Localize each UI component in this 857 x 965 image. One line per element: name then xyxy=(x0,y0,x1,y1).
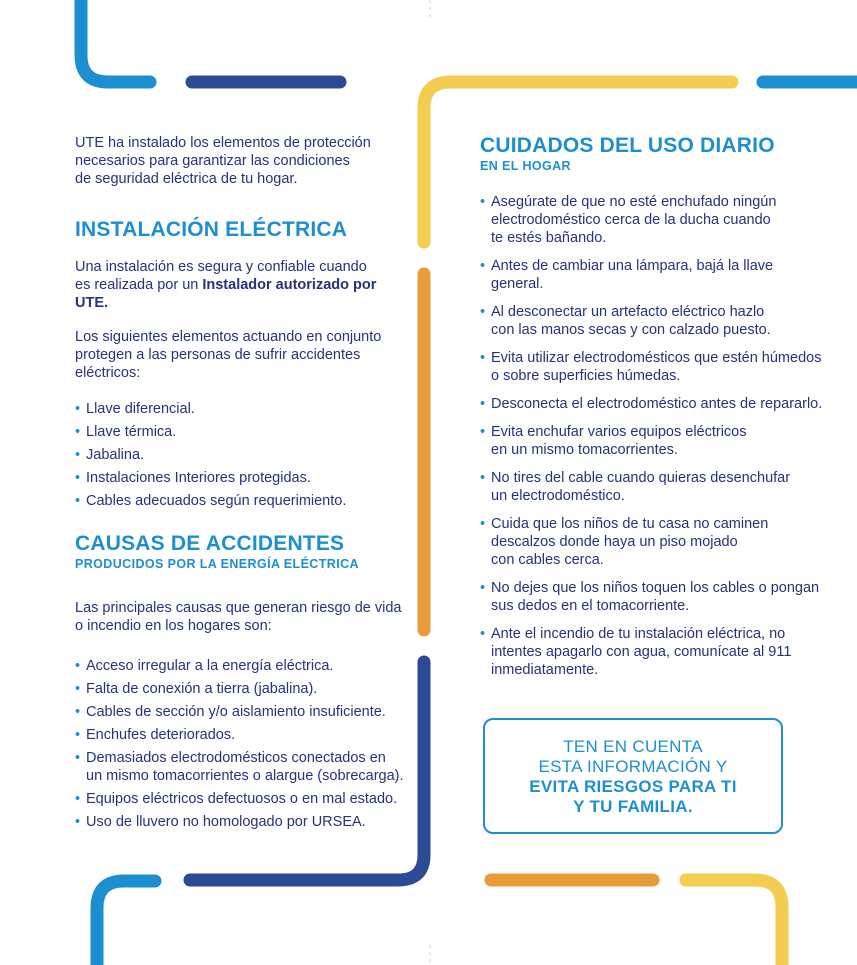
list-item-line: Antes de cambiar una lámpara, bajá la llave general. xyxy=(491,258,774,292)
list-item-line: o sobre superficies húmedas. xyxy=(491,368,681,384)
list-item-line: Asegúrate de que no esté enchufado ningún xyxy=(491,194,777,210)
list-item-line: con cables cerca. xyxy=(491,552,604,568)
right-column xyxy=(480,134,825,689)
daily-care-title: CUIDADOS DEL USO DIARIO xyxy=(480,134,775,157)
paragraph-line: Las principales causas que generan riesgo de vida xyxy=(75,600,402,616)
list-item xyxy=(480,423,825,459)
list-item xyxy=(480,395,825,413)
list-item-line: intentes apagarlo con agua, comunícate al 911 xyxy=(491,644,792,660)
protection-elements-list xyxy=(75,398,410,513)
installation-title: INSTALACIÓN ELÉCTRICA xyxy=(75,218,348,241)
list-item xyxy=(480,469,825,505)
list-item xyxy=(480,625,825,679)
notice-line-emphasis: EVITA RIESGOS PARA TI xyxy=(529,777,737,796)
left-column xyxy=(75,134,410,836)
daily-care-subtitle: EN EL HOGAR xyxy=(480,159,571,173)
list-item-line: inmediatamente. xyxy=(491,662,599,678)
notice-line-emphasis: Y TU FAMILIA. xyxy=(573,797,693,816)
intro-paragraph xyxy=(75,134,410,188)
daily-care-list xyxy=(480,193,825,679)
paragraph-line: Los siguientes elementos actuando en conjunto xyxy=(75,329,382,345)
list-item: • Uso de lluvero no homologado por URSEA. xyxy=(75,813,410,831)
list-item-line: sus dedos en el tomacorriente. xyxy=(491,598,690,614)
corner-line-bottom-right xyxy=(686,880,782,965)
intro-line: necesarios para garantizar las condiciones xyxy=(75,153,350,169)
corner-line-bottom-left xyxy=(97,881,155,965)
list-item: • Cables adecuados según requerimiento. xyxy=(75,490,410,513)
list-item-line: Ante el incendio de tu instalación eléctrica, no xyxy=(491,626,786,642)
installation-paragraph-1 xyxy=(75,258,410,312)
intro-line: UTE ha instalado los elementos de protección xyxy=(75,135,371,151)
list-item-line: te estés bañando. xyxy=(491,230,607,246)
list-item: • Llave diferencial. xyxy=(75,398,410,421)
list-item-line: descalzos donde haya un piso mojado xyxy=(491,534,738,550)
intro-line: de seguridad eléctrica de tu hogar. xyxy=(75,171,298,187)
list-item: • Equipos eléctricos defectuosos o en mal estado. xyxy=(75,790,410,808)
paragraph-line: Una instalación es segura y confiable cuando xyxy=(75,259,367,275)
list-item-line: Al desconectar un artefacto eléctrico hazlo xyxy=(491,304,765,320)
list-item: • Llave térmica. xyxy=(75,421,410,444)
installation-paragraph-2 xyxy=(75,328,410,382)
list-item-line: Desconecta el electrodoméstico antes de repararlo. xyxy=(491,396,823,412)
list-item-line: Cuida que los niños de tu casa no caminen xyxy=(491,516,769,532)
list-item xyxy=(480,349,825,385)
list-item xyxy=(480,257,825,293)
list-item-line: un mismo tomacorrientes o alargue (sobrecarga). xyxy=(86,768,404,784)
list-item: • Acceso irregular a la energía eléctrica. xyxy=(75,657,410,675)
list-item xyxy=(75,749,410,785)
causes-list xyxy=(75,657,410,831)
paragraph-line: eléctricos: xyxy=(75,365,141,381)
list-item-line: en un mismo tomacorrientes. xyxy=(491,442,678,458)
list-item: • Cables de sección y/o aislamiento insuficiente. xyxy=(75,703,410,721)
causes-intro xyxy=(75,599,410,635)
list-item: • Falta de conexión a tierra (jabalina). xyxy=(75,680,410,698)
list-item-line: Evita utilizar electrodomésticos que estén húmedos xyxy=(491,350,822,366)
list-item xyxy=(480,193,825,247)
notice-line: ESTA INFORMACIÓN Y xyxy=(538,757,728,776)
list-item-line: con las manos secas y con calzado puesto. xyxy=(491,322,771,338)
paragraph-line: o incendio en los hogares son: xyxy=(75,618,272,634)
notice-line: TEN EN CUENTA xyxy=(563,737,703,756)
paragraph-line xyxy=(75,276,410,312)
list-item xyxy=(480,579,825,615)
causes-title: CAUSAS DE ACCIDENTES xyxy=(75,532,345,555)
authorized-installer-text: Instalador autorizado por UTE. xyxy=(75,277,377,311)
list-item-line: electrodoméstico cerca de la ducha cuando xyxy=(491,212,771,228)
list-item xyxy=(480,303,825,339)
list-item-line: No tires del cable cuando quieras desenchufar xyxy=(491,470,791,486)
list-item-line: Evita enchufar varios equipos eléctricos xyxy=(491,424,747,440)
paragraph-line: protegen a las personas de sufrir accidentes xyxy=(75,347,361,363)
list-item-line: un electrodoméstico. xyxy=(491,488,625,504)
causes-subtitle: PRODUCIDOS POR LA ENERGÍA ELÉCTRICA xyxy=(75,557,359,571)
notice-box xyxy=(483,718,783,834)
list-item xyxy=(480,515,825,569)
list-item: • Jabalina. xyxy=(75,444,410,467)
corner-line-top-left xyxy=(81,0,150,82)
list-item-line: No dejes que los niños toquen los cables o pongan xyxy=(491,580,820,596)
list-item: • Instalaciones Interiores protegidas. xyxy=(75,467,410,490)
paragraph-text: es realizada por un xyxy=(75,277,203,293)
list-item: • Enchufes deteriorados. xyxy=(75,726,410,744)
list-item-line: Demasiados electrodomésticos conectados en xyxy=(86,750,386,766)
